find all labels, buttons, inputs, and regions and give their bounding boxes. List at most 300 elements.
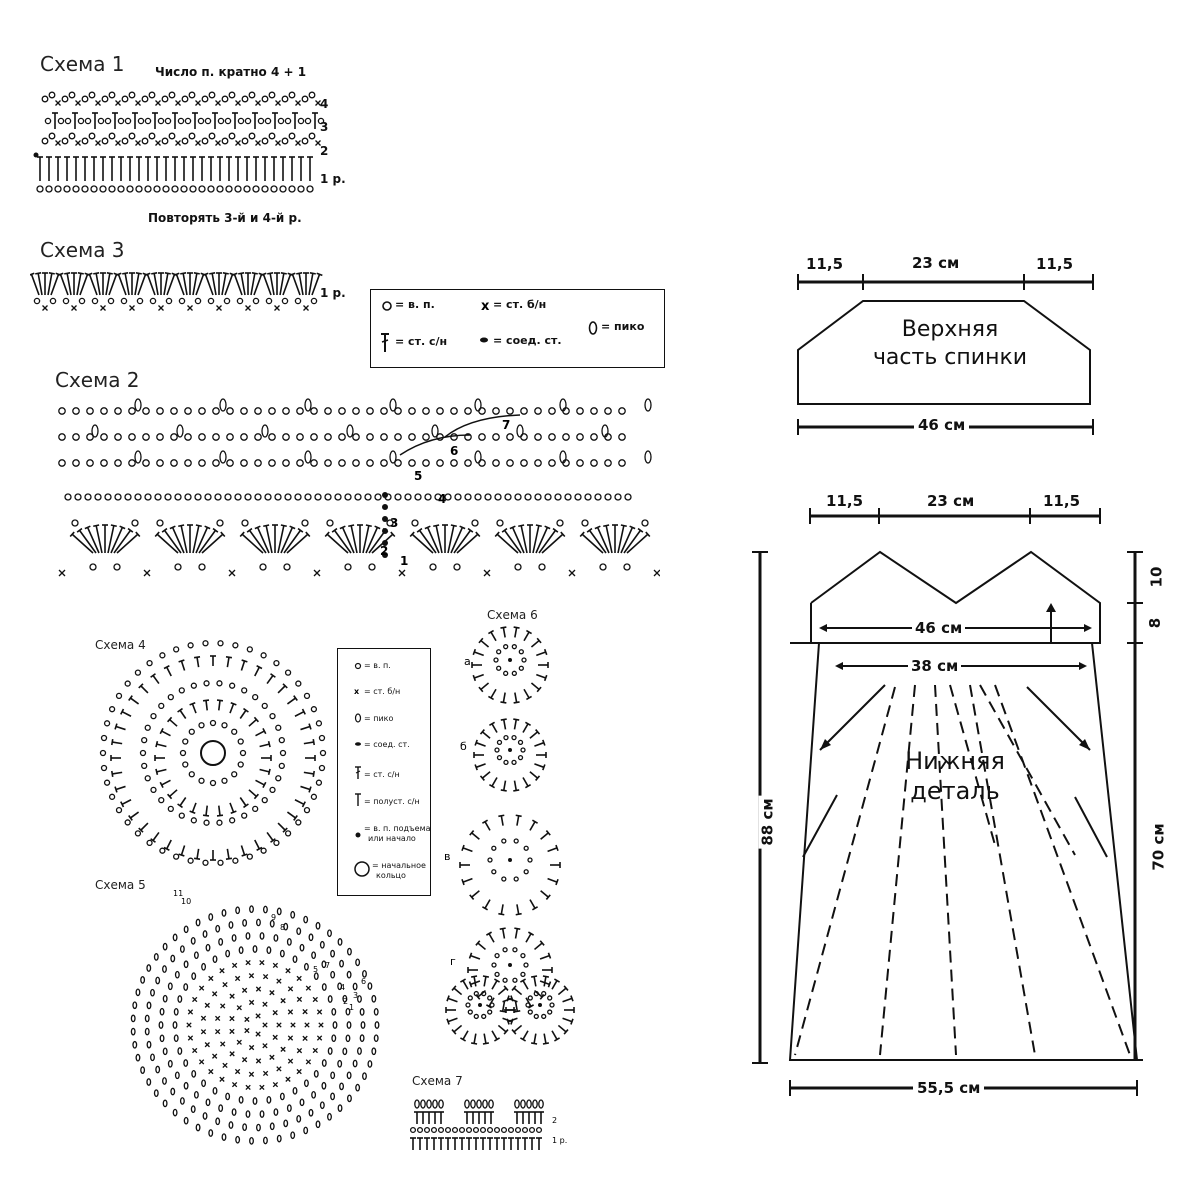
- dc-stitch: [151, 831, 162, 843]
- chain-stitch: [244, 186, 250, 192]
- schema6-part-g: г: [450, 955, 456, 968]
- schema3-pattern: [30, 265, 330, 325]
- dc-stitch: [172, 113, 178, 129]
- picot-stitch: [209, 914, 213, 920]
- picot-stitch: [133, 1002, 137, 1008]
- dc-stitch: [259, 767, 270, 775]
- chain-stitch: [289, 133, 295, 139]
- picot-stitch: [363, 1073, 367, 1079]
- chain-stitch: [209, 92, 215, 98]
- picot-stitch: [475, 399, 481, 411]
- picot-stitch: [243, 1124, 247, 1130]
- chain-stitch: [339, 460, 345, 466]
- chain-stitch: [488, 1010, 492, 1014]
- chain-stitch: [183, 739, 188, 744]
- chain-stitch: [73, 408, 79, 414]
- chain-stitch: [284, 564, 290, 570]
- dc-stitch: [190, 273, 200, 296]
- picot-stitch: [347, 971, 351, 977]
- dc-stitch: [305, 755, 315, 761]
- picot-stitch: [229, 1122, 233, 1128]
- schema7-row2-label: 2: [552, 1116, 558, 1125]
- lower-left-dart: [820, 685, 885, 750]
- dc-stitch: [132, 273, 142, 296]
- dc-stitch: [479, 638, 491, 649]
- chain-stitch: [73, 186, 79, 192]
- chain-stitch: [160, 653, 165, 658]
- dc-stitch: [217, 157, 223, 181]
- picot-stitch: [372, 996, 376, 1002]
- svg-text:x: x: [354, 687, 360, 696]
- chain-stitch: [125, 820, 130, 825]
- dc-stitch: [535, 672, 546, 681]
- chain-stitch: [151, 714, 156, 719]
- chain-stitch: [72, 520, 78, 526]
- dc-stitch: [203, 805, 210, 816]
- chain-stitch: [255, 408, 261, 414]
- chain-stitch: [247, 647, 252, 652]
- chain-stitch: [409, 460, 415, 466]
- dc-stitch: [527, 820, 537, 832]
- dc-stitch: [254, 778, 266, 788]
- dc-stitch: [496, 1023, 508, 1034]
- chain-stitch: [295, 298, 300, 303]
- chain-stitch: [115, 408, 121, 414]
- chain-stitch: [232, 729, 237, 734]
- picot-stitch: [184, 1060, 188, 1066]
- chain-stitch: [145, 725, 150, 730]
- dc-stitch: [312, 113, 318, 129]
- schema2-arrow-6: [400, 435, 470, 455]
- chain-stitch: [262, 703, 267, 708]
- dc-stitch: [520, 1029, 530, 1041]
- dc-stitch: [417, 1138, 423, 1150]
- schema3-row-label: 1 р.: [320, 286, 346, 300]
- chain-stitch: [213, 460, 219, 466]
- chain-stitch: [283, 434, 289, 440]
- picot-stitch: [145, 1015, 149, 1021]
- chain-stitch: [142, 763, 147, 768]
- chain-stitch: [409, 408, 415, 414]
- dc-stitch: [244, 157, 250, 181]
- chain-stitch: [512, 760, 516, 764]
- chain-stitch: [455, 494, 461, 500]
- picot-stitch: [203, 931, 207, 937]
- chain-stitch: [75, 494, 81, 500]
- picot-stitch: [332, 1035, 336, 1041]
- picot-stitch: [312, 1092, 316, 1098]
- chain-stitch: [316, 780, 321, 785]
- dc-stitch: [274, 273, 280, 295]
- picot-stitch: [270, 1123, 274, 1129]
- chain-stitch: [495, 494, 501, 500]
- picot-stitch: [288, 1105, 292, 1111]
- chain-stitch: [253, 186, 259, 192]
- picot-stitch: [465, 1100, 469, 1108]
- dc-stitch: [501, 1138, 507, 1150]
- chain-stitch: [202, 138, 208, 144]
- chain-stitch: [73, 460, 79, 466]
- dc-stitch: [226, 157, 232, 181]
- chain-stitch: [162, 138, 168, 144]
- schema5-row9-label: 9: [271, 913, 277, 922]
- chain-stitch: [534, 992, 538, 996]
- schema2-row7-label: 7: [502, 418, 511, 432]
- legend-small-ring-1: = начальное: [372, 861, 426, 870]
- chain-stitch: [102, 96, 108, 102]
- chain-stitch: [488, 858, 492, 862]
- chain-stitch: [405, 494, 411, 500]
- dc-stitch: [360, 525, 372, 554]
- chain-stitch: [507, 408, 513, 414]
- dc-stitch: [259, 741, 270, 749]
- picot-stitch: [260, 1111, 264, 1117]
- picot-stitch: [300, 944, 304, 950]
- dc-stitch: [550, 862, 560, 868]
- dc-stitch: [562, 1015, 573, 1024]
- picot-stitch: [173, 1022, 177, 1028]
- lower-dim-left: 11,5: [826, 492, 864, 510]
- picot-stitch: [131, 1028, 135, 1034]
- dc-stitch: [512, 780, 520, 791]
- chain-stitch: [642, 520, 648, 526]
- chain-stitch: [345, 494, 351, 500]
- dc-stitch: [547, 845, 558, 854]
- dc-stitch: [180, 273, 190, 296]
- dc-stitch: [442, 525, 448, 553]
- schema5-row1-label: 1: [349, 1003, 355, 1012]
- schema2-row4-label: 4: [438, 492, 447, 506]
- dc-stitch: [219, 273, 229, 296]
- dc-stitch: [102, 525, 108, 553]
- dc-stitch: [522, 1138, 528, 1150]
- chain-stitch: [261, 848, 266, 853]
- chain-stitch: [262, 186, 268, 192]
- chain-stitch: [171, 434, 177, 440]
- dc-stitch: [129, 273, 135, 295]
- chain-stitch: [115, 494, 121, 500]
- schema4-title: Схема 4: [95, 638, 146, 652]
- schema1-pattern: [30, 85, 340, 200]
- chain-stitch: [101, 408, 107, 414]
- chain-stitch: [147, 840, 152, 845]
- chain-stitch: [191, 683, 196, 688]
- picot-stitch: [159, 1022, 163, 1028]
- chain-stitch: [260, 564, 266, 570]
- chain-stitch: [528, 996, 532, 1000]
- chain-stitch: [208, 298, 213, 303]
- chain-stitch: [245, 118, 250, 123]
- chain-stitch: [395, 434, 401, 440]
- dc-stitch: [300, 784, 311, 793]
- dc-stitch: [164, 839, 174, 851]
- picot-stitch: [475, 451, 481, 463]
- picot-stitch: [321, 942, 325, 948]
- chain-stitch: [512, 736, 516, 740]
- picot-stitch: [356, 959, 360, 965]
- picot-stitch: [274, 1109, 278, 1115]
- chain-stitch: [311, 298, 316, 303]
- chain-stitch: [591, 408, 597, 414]
- dc-stitch: [203, 700, 210, 711]
- dc-stitch: [210, 656, 216, 666]
- schema4-motif: [95, 635, 335, 870]
- chain-stitch: [242, 96, 248, 102]
- picot-stitch: [305, 1080, 309, 1086]
- chain-stitch: [185, 494, 191, 500]
- chain-stitch: [125, 681, 130, 686]
- dc-stitch: [216, 700, 223, 711]
- chain-stitch: [137, 298, 142, 303]
- picot-stitch: [156, 977, 160, 983]
- dc-stitch: [452, 1023, 464, 1034]
- picot-stitch: [305, 964, 309, 970]
- lower-dim-mid: 23 см: [927, 492, 975, 510]
- chain-stitch: [59, 408, 65, 414]
- chain-stitch: [129, 92, 135, 98]
- dc-stitch: [129, 810, 141, 821]
- chain-stitch: [171, 460, 177, 466]
- chain-stitch: [563, 434, 569, 440]
- picot-stitch: [163, 943, 167, 949]
- chain-stitch: [154, 186, 160, 192]
- picot-stitch: [169, 983, 173, 989]
- chain-stitch: [549, 408, 555, 414]
- dc-stitch: [194, 657, 201, 668]
- legend-sc: = ст. б/н: [493, 298, 547, 311]
- chain-stitch: [118, 118, 123, 123]
- chain-stitch: [327, 520, 333, 526]
- dc-stitch: [239, 660, 248, 671]
- dc-stitch: [536, 752, 546, 758]
- dc-stitch: [121, 709, 133, 719]
- chain-stitch: [521, 748, 525, 752]
- dc-stitch: [111, 755, 121, 761]
- dc-stitch: [514, 815, 522, 826]
- chain-stitch: [535, 434, 541, 440]
- chain-stitch: [159, 798, 164, 803]
- chain-stitch: [145, 494, 151, 500]
- chain-stitch: [114, 564, 120, 570]
- picot-stitch: [277, 908, 281, 914]
- picot-stitch: [92, 425, 98, 437]
- dc-stitch: [247, 717, 258, 728]
- chain-stitch: [423, 460, 429, 466]
- chain-stitch: [125, 118, 130, 123]
- dc-stitch: [52, 113, 58, 129]
- dc-stitch: [472, 662, 482, 668]
- picot-stitch: [151, 1054, 155, 1060]
- dc-stitch: [508, 1138, 514, 1150]
- dc-stitch: [298, 157, 304, 181]
- schema5-row2-label: 2: [343, 997, 349, 1006]
- picot-stitch: [291, 912, 295, 918]
- dc-stitch: [121, 797, 133, 807]
- dc-stitch: [556, 986, 568, 997]
- chain-stitch: [289, 92, 295, 98]
- picot-stitch: [515, 1100, 519, 1108]
- dc-stitch: [276, 821, 287, 832]
- picot-stitch: [192, 1071, 196, 1077]
- chain-stitch: [105, 780, 110, 785]
- chain-stitch: [65, 494, 71, 500]
- dc-stitch: [156, 767, 167, 775]
- chain-stitch: [512, 671, 516, 675]
- chain-stitch: [423, 408, 429, 414]
- chain-stitch: [302, 520, 308, 526]
- chain-stitch: [418, 1128, 423, 1133]
- chain-stitch: [217, 681, 222, 686]
- dc-stitch: [71, 273, 77, 295]
- chain-stitch: [454, 564, 460, 570]
- chain-stitch: [199, 408, 205, 414]
- dc-stitch: [512, 1023, 524, 1034]
- chain-stitch: [179, 298, 184, 303]
- chain-stitch: [249, 133, 255, 139]
- chain-stitch: [298, 186, 304, 192]
- dc-stitch: [275, 525, 287, 554]
- picot-stitch: [304, 1127, 308, 1133]
- schema1-repeat-note: Повторять 3-й и 4-й р.: [148, 211, 302, 225]
- picot-stitch: [533, 1100, 537, 1108]
- picot-stitch: [346, 1035, 350, 1041]
- schema2-row1-label: 1: [400, 554, 409, 568]
- chain-stitch: [242, 813, 247, 818]
- chain-stitch: [504, 645, 508, 649]
- chain-stitch: [367, 408, 373, 414]
- picot-stitch: [361, 1022, 365, 1028]
- chain-stitch: [274, 840, 279, 845]
- chain-stitch: [497, 740, 501, 744]
- chain-stitch: [281, 751, 286, 756]
- dc-stitch: [262, 157, 268, 181]
- chain-stitch: [472, 520, 478, 526]
- chain-stitch: [513, 978, 517, 982]
- chain-stitch: [521, 460, 527, 466]
- chain-stitch: [175, 564, 181, 570]
- chain-stitch: [37, 186, 43, 192]
- chain-stitch: [155, 494, 161, 500]
- picot-stitch: [173, 1109, 177, 1115]
- chain-stitch: [539, 564, 545, 570]
- chain-stitch: [311, 408, 317, 414]
- schema1-row1-label: 1 р.: [320, 172, 346, 186]
- chain-stitch: [185, 460, 191, 466]
- chain-stitch: [115, 434, 121, 440]
- dc-stitch: [539, 953, 550, 962]
- dc-stitch: [216, 273, 222, 295]
- dc-stitch: [168, 717, 179, 728]
- chain-stitch: [495, 1128, 500, 1133]
- lower-dim-38: 38 см: [908, 657, 961, 675]
- schema3-marks: [30, 273, 322, 311]
- chain-stitch: [502, 1128, 507, 1133]
- picot-stitch: [253, 946, 257, 952]
- chain-stitch: [512, 645, 516, 649]
- dc-stitch: [459, 1138, 465, 1150]
- picot-stitch: [483, 1100, 487, 1108]
- picot-stitch: [267, 947, 271, 953]
- dc-stitch: [530, 638, 542, 649]
- schema1-row3-marks: [45, 113, 323, 129]
- chain-stitch: [198, 118, 203, 123]
- schema2-row2-label: 2: [380, 544, 389, 558]
- chain-stitch: [190, 186, 196, 192]
- picot-stitch: [309, 934, 313, 940]
- chain-stitch: [494, 658, 498, 662]
- chain-stitch: [136, 186, 142, 192]
- dc-stitch: [199, 157, 205, 181]
- dc-stitch: [512, 986, 524, 997]
- picot-stitch: [322, 1060, 326, 1066]
- chain-stitch: [209, 133, 215, 139]
- chain-stitch: [575, 494, 581, 500]
- chain-stitch: [495, 972, 499, 976]
- chain-stitch: [258, 118, 263, 123]
- chain-stitch: [605, 408, 611, 414]
- dc-stitch: [190, 802, 199, 813]
- chain-stitch: [311, 460, 317, 466]
- chain-stitch: [595, 494, 601, 500]
- chain-stitch: [102, 138, 108, 144]
- chain-stitch: [129, 408, 135, 414]
- dc-stitch: [480, 1138, 486, 1150]
- dc-stitch: [74, 273, 84, 296]
- chain-stitch: [168, 806, 173, 811]
- schema4-marks: [101, 641, 326, 865]
- dot-stitch: [508, 963, 512, 967]
- chain-stitch: [217, 520, 223, 526]
- chain-stitch: [157, 408, 163, 414]
- chain-stitch: [199, 186, 205, 192]
- chain-stitch: [479, 460, 485, 466]
- chain-stitch: [87, 460, 93, 466]
- dc-stitch: [267, 273, 277, 296]
- chain-stitch: [178, 118, 183, 123]
- chain-stitch: [297, 434, 303, 440]
- schema5-row4-label: 4: [340, 983, 346, 992]
- chain-stitch: [493, 460, 499, 466]
- dc-stitch: [549, 979, 559, 991]
- picot-stitch: [432, 425, 438, 437]
- chain-stitch: [158, 118, 163, 123]
- dc-stitch: [155, 755, 165, 761]
- dc-stitch: [276, 684, 287, 695]
- chain-stitch: [59, 434, 65, 440]
- picot-stitch: [328, 1114, 332, 1120]
- chain-stitch: [270, 714, 275, 719]
- dc-stitch: [179, 660, 188, 671]
- picot-stitch: [232, 935, 236, 941]
- chain-stitch: [430, 564, 436, 570]
- legend-chain: = в. п.: [395, 298, 435, 311]
- picot-stitch: [338, 1105, 342, 1111]
- schema5-row5-label: 5: [313, 965, 319, 974]
- chain-stitch: [311, 707, 316, 712]
- picot-stitch: [645, 399, 651, 411]
- chain-stitch: [174, 647, 179, 652]
- dc-stitch: [533, 941, 545, 952]
- dc-stitch: [488, 631, 498, 643]
- dc-stitch: [152, 113, 158, 129]
- chain-stitch: [339, 408, 345, 414]
- legend-small-dc: = ст. с/н: [364, 770, 400, 779]
- chain-stitch: [185, 118, 190, 123]
- chain-stitch: [237, 298, 242, 303]
- dc-stitch: [115, 724, 126, 733]
- schema1-row2-marks: [42, 133, 320, 145]
- chain-stitch: [189, 133, 195, 139]
